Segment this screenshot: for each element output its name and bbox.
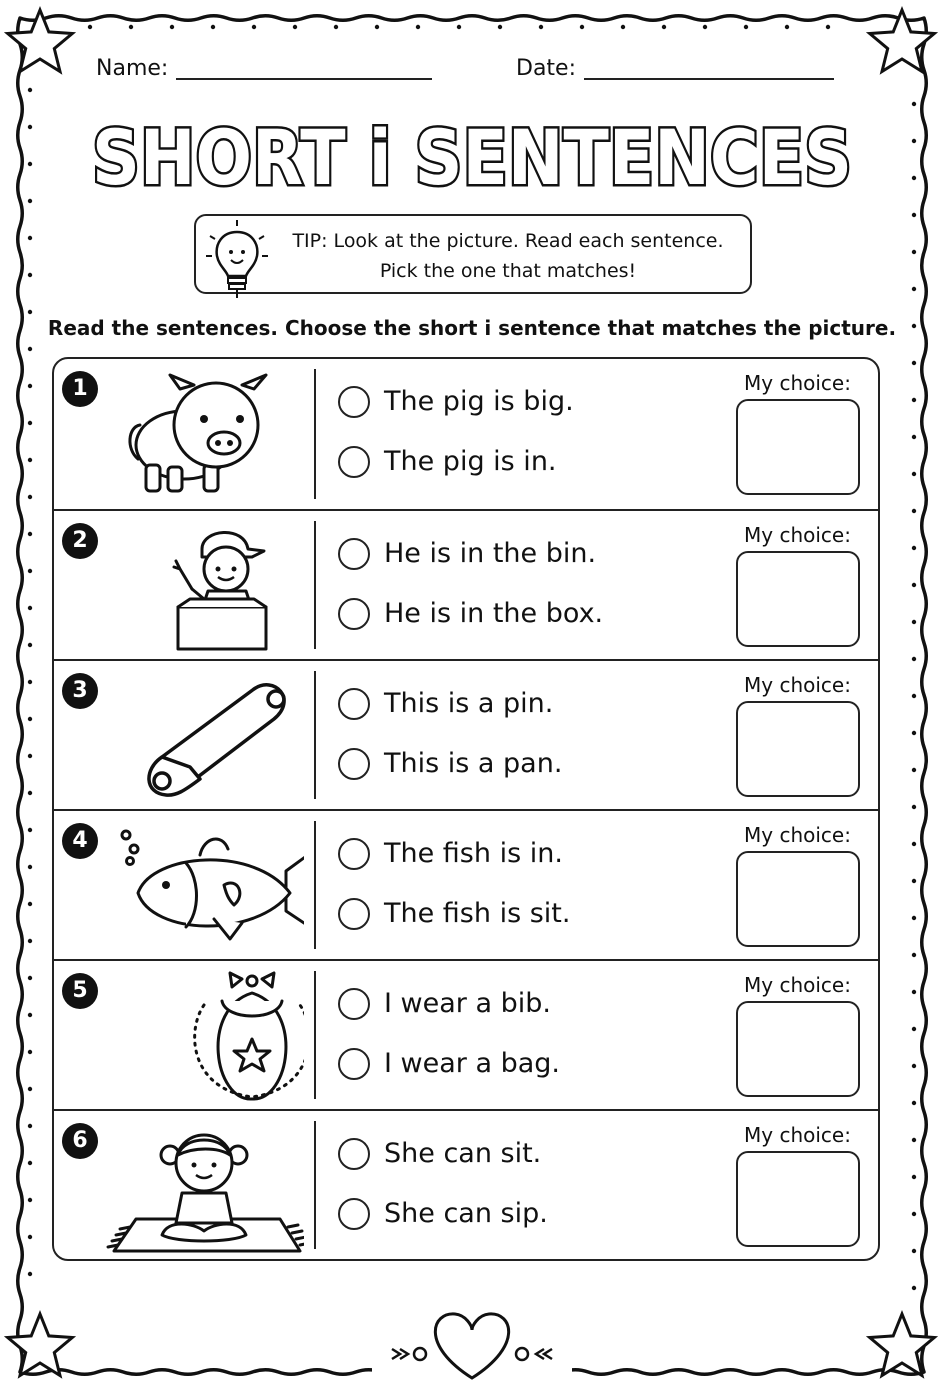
name-field[interactable] <box>176 78 432 80</box>
radio-button[interactable] <box>338 446 370 478</box>
radio-button[interactable] <box>338 688 370 720</box>
my-choice-label: My choice: <box>744 1123 851 1147</box>
my-choice-label: My choice: <box>744 973 851 997</box>
radio-button[interactable] <box>338 1198 370 1230</box>
question-number: 2 <box>62 523 98 559</box>
question-number: 1 <box>62 371 98 407</box>
question-number: 5 <box>62 973 98 1009</box>
radio-button[interactable] <box>338 988 370 1020</box>
option-text: The pig is in. <box>384 446 557 477</box>
my-choice-box[interactable] <box>736 1151 860 1247</box>
question-row-3 <box>54 659 878 809</box>
question-row-4 <box>54 809 878 959</box>
girl-sitting-picture <box>104 1119 304 1253</box>
date-label: Date: <box>516 56 576 81</box>
fish-picture <box>104 819 304 953</box>
boy-in-box-picture <box>104 519 304 653</box>
option-text: He is in the box. <box>384 598 604 629</box>
radio-button[interactable] <box>338 1138 370 1170</box>
question-row-5 <box>54 959 878 1109</box>
option-text: I wear a bag. <box>384 1048 561 1079</box>
my-choice-label: My choice: <box>744 673 851 697</box>
my-choice-box[interactable] <box>736 1001 860 1097</box>
tip-text <box>276 226 740 286</box>
my-choice-box[interactable] <box>736 551 860 647</box>
question-row-1 <box>54 359 878 509</box>
option-text: The fish is sit. <box>384 898 571 929</box>
my-choice-label: My choice: <box>744 523 851 547</box>
option-text: He is in the bin. <box>384 538 597 569</box>
question-number: 6 <box>62 1123 98 1159</box>
option-text: This is a pin. <box>384 688 554 719</box>
page-title <box>60 92 884 204</box>
radio-button[interactable] <box>338 598 370 630</box>
option-text: This is a pan. <box>384 748 563 779</box>
pig-picture <box>104 367 304 501</box>
date-field[interactable] <box>584 78 834 80</box>
tip-line-1: TIP: Look at the picture. Read each sentence. <box>292 230 724 252</box>
tip-box <box>194 214 752 294</box>
question-number: 3 <box>62 673 98 709</box>
option-text: The fish is in. <box>384 838 563 869</box>
name-label: Name: <box>96 56 169 81</box>
tip-line-2: Pick the one that matches! <box>379 260 637 282</box>
option-text: The pig is big. <box>384 386 574 417</box>
radio-button[interactable] <box>338 538 370 570</box>
heart-ornament-icon <box>372 1314 572 1385</box>
question-table <box>52 357 880 1261</box>
my-choice-box[interactable] <box>736 399 860 495</box>
lightbulb-icon <box>204 218 270 302</box>
question-row-6 <box>54 1109 878 1259</box>
my-choice-label: My choice: <box>744 371 851 395</box>
radio-button[interactable] <box>338 898 370 930</box>
radio-button[interactable] <box>338 1048 370 1080</box>
instructions: Read the sentences. Choose the short i sentence that matches the picture. <box>47 316 897 340</box>
page-title-text: SHORT i SENTENCES <box>92 113 852 202</box>
option-text: I wear a bib. <box>384 988 551 1019</box>
question-number: 4 <box>62 823 98 859</box>
my-choice-label: My choice: <box>744 823 851 847</box>
radio-button[interactable] <box>338 838 370 870</box>
my-choice-box[interactable] <box>736 701 860 797</box>
radio-button[interactable] <box>338 748 370 780</box>
radio-button[interactable] <box>338 386 370 418</box>
bib-picture <box>104 969 304 1103</box>
option-text: She can sit. <box>384 1138 542 1169</box>
option-text: She can sip. <box>384 1198 548 1229</box>
question-row-2 <box>54 509 878 659</box>
my-choice-box[interactable] <box>736 851 860 947</box>
safety-pin-picture <box>104 669 304 803</box>
